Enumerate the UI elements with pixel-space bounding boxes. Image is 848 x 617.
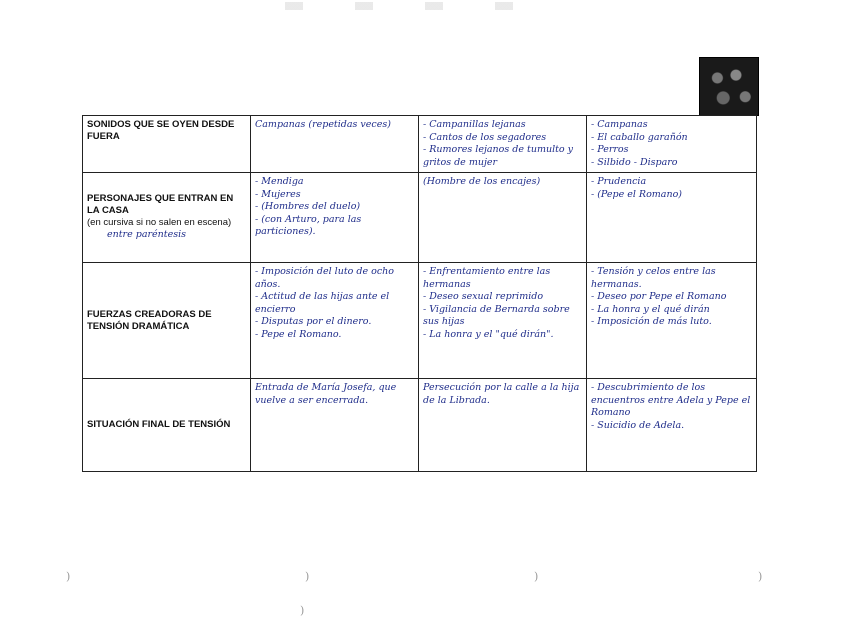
scan-artifact [255, 2, 545, 10]
row-label-text: SITUACIÓN FINAL DE TENSIÓN [87, 419, 231, 430]
table-cell: Persecución por la calle a la hija de la Librada. [419, 379, 587, 472]
table-cell: - Tensión y celos entre las hermanas. - Deseo por Pepe el Romano - La honra y el qué dirán - Imposición de más luto. [587, 263, 757, 379]
row-label [83, 263, 251, 379]
scan-mark: ) [305, 570, 310, 583]
table-row [83, 116, 757, 173]
table-cell: - Imposición del luto de ocho años. - Actitud de las hijas ante el encierro - Disputas por el dinero. - Pepe el Romano. [251, 263, 419, 379]
row-label-handwritten: entre paréntesis [107, 229, 186, 241]
table-cell: (Hombre de los encajes) [419, 173, 587, 263]
table-cell: Entrada de María Josefa, que vuelve a ser encerrada. [251, 379, 419, 472]
row-label [83, 116, 251, 173]
scan-mark: ) [534, 570, 539, 583]
row-label-note: (en cursiva si no salen en escena) [87, 217, 232, 229]
row-label-text: PERSONAJES QUE ENTRAN EN LA CASA [87, 193, 234, 217]
table-cell: - Mendiga - Mujeres - (Hombres del duelo) - (con Arturo, para las particiones). [251, 173, 419, 263]
table-row [83, 263, 757, 379]
table-cell: - Campanas - El caballo garañón - Perros - Silbido - Disparo [587, 116, 757, 173]
photo-thumbnail [699, 57, 759, 116]
tension-table [82, 115, 757, 472]
scan-mark: ) [758, 570, 763, 583]
row-label [83, 173, 251, 263]
table-cell: Campanas (repetidas veces) [251, 116, 419, 173]
row-label [83, 379, 251, 472]
row-label-text: FUERZAS CREADORAS DE TENSIÓN DRAMÁTICA [87, 308, 212, 332]
scan-mark: ) [300, 604, 305, 617]
table-cell: - Enfrentamiento entre las hermanas - Deseo sexual reprimido - Vigilancia de Bernarda sobre sus hijas - La honra y el "qué dirán". [419, 263, 587, 379]
table-row [83, 173, 757, 263]
scan-mark: ) [66, 570, 71, 583]
table-cell: - Campanillas lejanas - Cantos de los segadores - Rumores lejanos de tumulto y gritos de mujer [419, 116, 587, 173]
table-row [83, 379, 757, 472]
table-cell: - Descubrimiento de los encuentros entre Adela y Pepe el Romano - Suicidio de Adela. [587, 379, 757, 472]
row-label-text: SONIDOS QUE SE OYEN DESDE FUERA [87, 119, 235, 142]
table-cell: - Prudencia - (Pepe el Romano) [587, 173, 757, 263]
